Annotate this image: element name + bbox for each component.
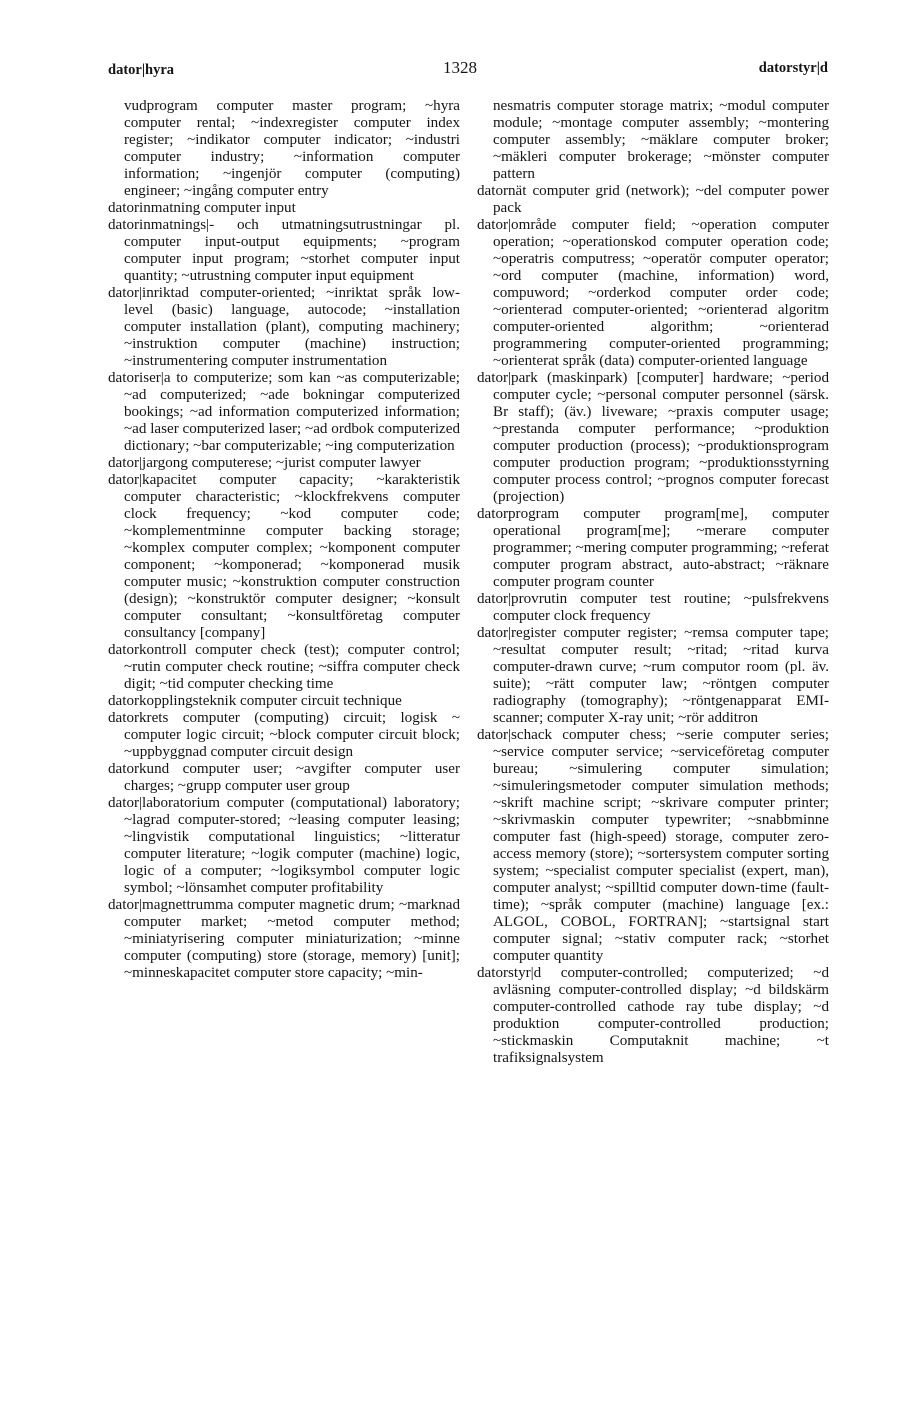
dictionary-entry: datoriser|a to computerize; som kan ~as computerizable; ~ad computerized; ~ade bokningar computerized bookings; ~ad information computerized information; ~ad laser computerized laser; ~ad ordbok computerized dictionary; ~bar computerizable; ~ing computerization bbox=[108, 370, 460, 454]
dictionary-entry: dator|laboratorium computer (computational) laboratory; ~lagrad computer-stored; ~leasing computer leasing; ~lingvistik computational linguistics; ~litteratur computer literature; ~logik computer (machine) logic, logic of a computer; ~logiksymbol computer logic symbol; ~lönsamhet computer profitability bbox=[108, 795, 460, 896]
dictionary-entry: datornät computer grid (network); ~del computer power pack bbox=[477, 183, 829, 216]
dictionary-entry: datorkund computer user; ~avgifter computer user charges; ~grupp computer user group bbox=[108, 761, 460, 794]
dictionary-entry: dator|park (maskinpark) [computer] hardware; ~period computer cycle; ~personal computer personnel (särsk. Br staff); (äv.) liveware; ~praxis computer usage; ~prestanda computer performance; ~produktion computer production (process); ~produktionsprogram computer production program; ~produktionsstyrning computer process control; ~prognos computer forecast (projection) bbox=[477, 370, 829, 505]
dictionary-entry: datorkopplingsteknik computer circuit technique bbox=[108, 693, 402, 709]
dictionary-entry: datorprogram computer program[me], computer operational program[me]; ~merare computer programmer; ~mering computer programming; ~referat computer program abstract, auto-abstract; ~räknare computer program counter bbox=[477, 506, 829, 590]
dictionary-entry: vudprogram computer master program; ~hyra computer rental; ~indexregister computer index register; ~indikator computer indicator; ~industri computer industry; ~information computer information; ~ingenjör computer (computing) engineer; ~ingång computer entry bbox=[124, 98, 460, 199]
dictionary-entry: dator|schack computer chess; ~serie computer series; ~service computer service; ~serviceföretag computer bureau; ~simulering computer simulation; ~simuleringsmetoder computer simulation methods; ~skrift machine script; ~skrivare computer printer; ~skrivmaskin computer typewriter; ~snabbminne computer fast (high-speed) storage, computer zero-access memory (store); ~sortersystem computer sorting system; ~specialist computer specialist (expert, man), computer analyst; ~spilltid computer down-time (fault-time); ~språk computer (machine) language [ex.: ALGOL, COBOL, FORTRAN]; ~startsignal start computer signal; ~stativ computer rack; ~storhet computer quantity bbox=[477, 727, 829, 964]
right-guide-word: datorstyr|d bbox=[758, 60, 828, 76]
dictionary-entry: dator|kapacitet computer capacity; ~karakteristik computer characteristic; ~klockfrekvens computer clock frequency; ~kod computer code; ~komplementminne computer backing storage; ~komplex computer complex; ~komponent computer component; ~komponerad; ~komponerad musik computer music; ~konstruktion computer construction (design); ~konstruktör computer designer; ~konsult computer consultant; ~konsultföretag computer consultancy [company] bbox=[108, 472, 460, 641]
dictionary-entry: dator|inriktad computer-oriented; ~inriktat språk low-level (basic) language, autocode; ~installation computer installation (plant), computing machinery; ~instruktion computer (machine) instruction; ~instrumentering computer instrumentation bbox=[108, 285, 460, 369]
dictionary-entry: dator|register computer register; ~remsa computer tape; ~resultat computer result; ~ritad; ~ritad kurva computer-drawn curve; ~rum computor room (pl. äv. suite); ~rätt computer law; ~röntgen computer radiography (tomography); ~röntgenapparat EMI-scanner; computer X-ray unit; ~rör additron bbox=[477, 625, 829, 726]
left-column bbox=[108, 98, 460, 982]
dictionary-entry: dator|jargong computerese; ~jurist computer lawyer bbox=[108, 455, 421, 471]
dictionary-entry: datorinmatnings|- och utmatningsutrustningar pl. computer input-output equipments; ~program computer input program; ~storhet computer input quantity; ~utrustning computer input equipment bbox=[108, 217, 460, 284]
dictionary-entry: datorinmatning computer input bbox=[108, 200, 296, 216]
dictionary-entry: datorstyr|d computer-controlled; computerized; ~d avläsning computer-controlled display; ~d bildskärm computer-controlled cathode ray tube display; ~d produktion computer-controlled production; ~stickmaskin Computaknit machine; ~t trafiksignalsystem bbox=[477, 965, 829, 1066]
dictionary-entry: dator|provrutin computer test routine; ~pulsfrekvens computer clock frequency bbox=[477, 591, 829, 624]
dictionary-entry: nesmatris computer storage matrix; ~modul computer module; ~montage computer assembly; ~montering computer assembly; ~mäklare computer broker; ~mäkleri computer brokerage; ~mönster computer pattern bbox=[493, 98, 829, 182]
dictionary-entry: dator|område computer field; ~operation computer operation; ~operationskod computer operation code; ~operatris computress; ~operatör computer operator; ~ord computer (machine, information) word, compuword; ~orderkod computer order code; ~orienterad computer-oriented; ~orienterad algoritm computer-oriented algorithm; ~orienterad programmering computer-oriented programming; ~orienterat språk (data) computer-oriented language bbox=[477, 217, 829, 369]
page-number: 1328 bbox=[443, 58, 477, 77]
page-header bbox=[0, 58, 920, 86]
left-guide-word: dator|hyra bbox=[108, 62, 175, 78]
right-column bbox=[477, 98, 829, 1067]
dictionary-entry: datorkrets computer (computing) circuit; logisk ~ computer logic circuit; ~block computer circuit block; ~uppbyggnad computer circuit design bbox=[108, 710, 460, 760]
dictionary-entry: dator|magnettrumma computer magnetic drum; ~marknad computer market; ~metod computer method; ~miniatyrisering computer miniaturization; ~minne computer (computing) store (storage, memory) [unit]; ~minneskapacitet computer store capacity; ~min- bbox=[108, 897, 460, 981]
dictionary-entry: datorkontroll computer check (test); computer control; ~rutin computer check routine; ~siffra computer check digit; ~tid computer checking time bbox=[108, 642, 460, 692]
